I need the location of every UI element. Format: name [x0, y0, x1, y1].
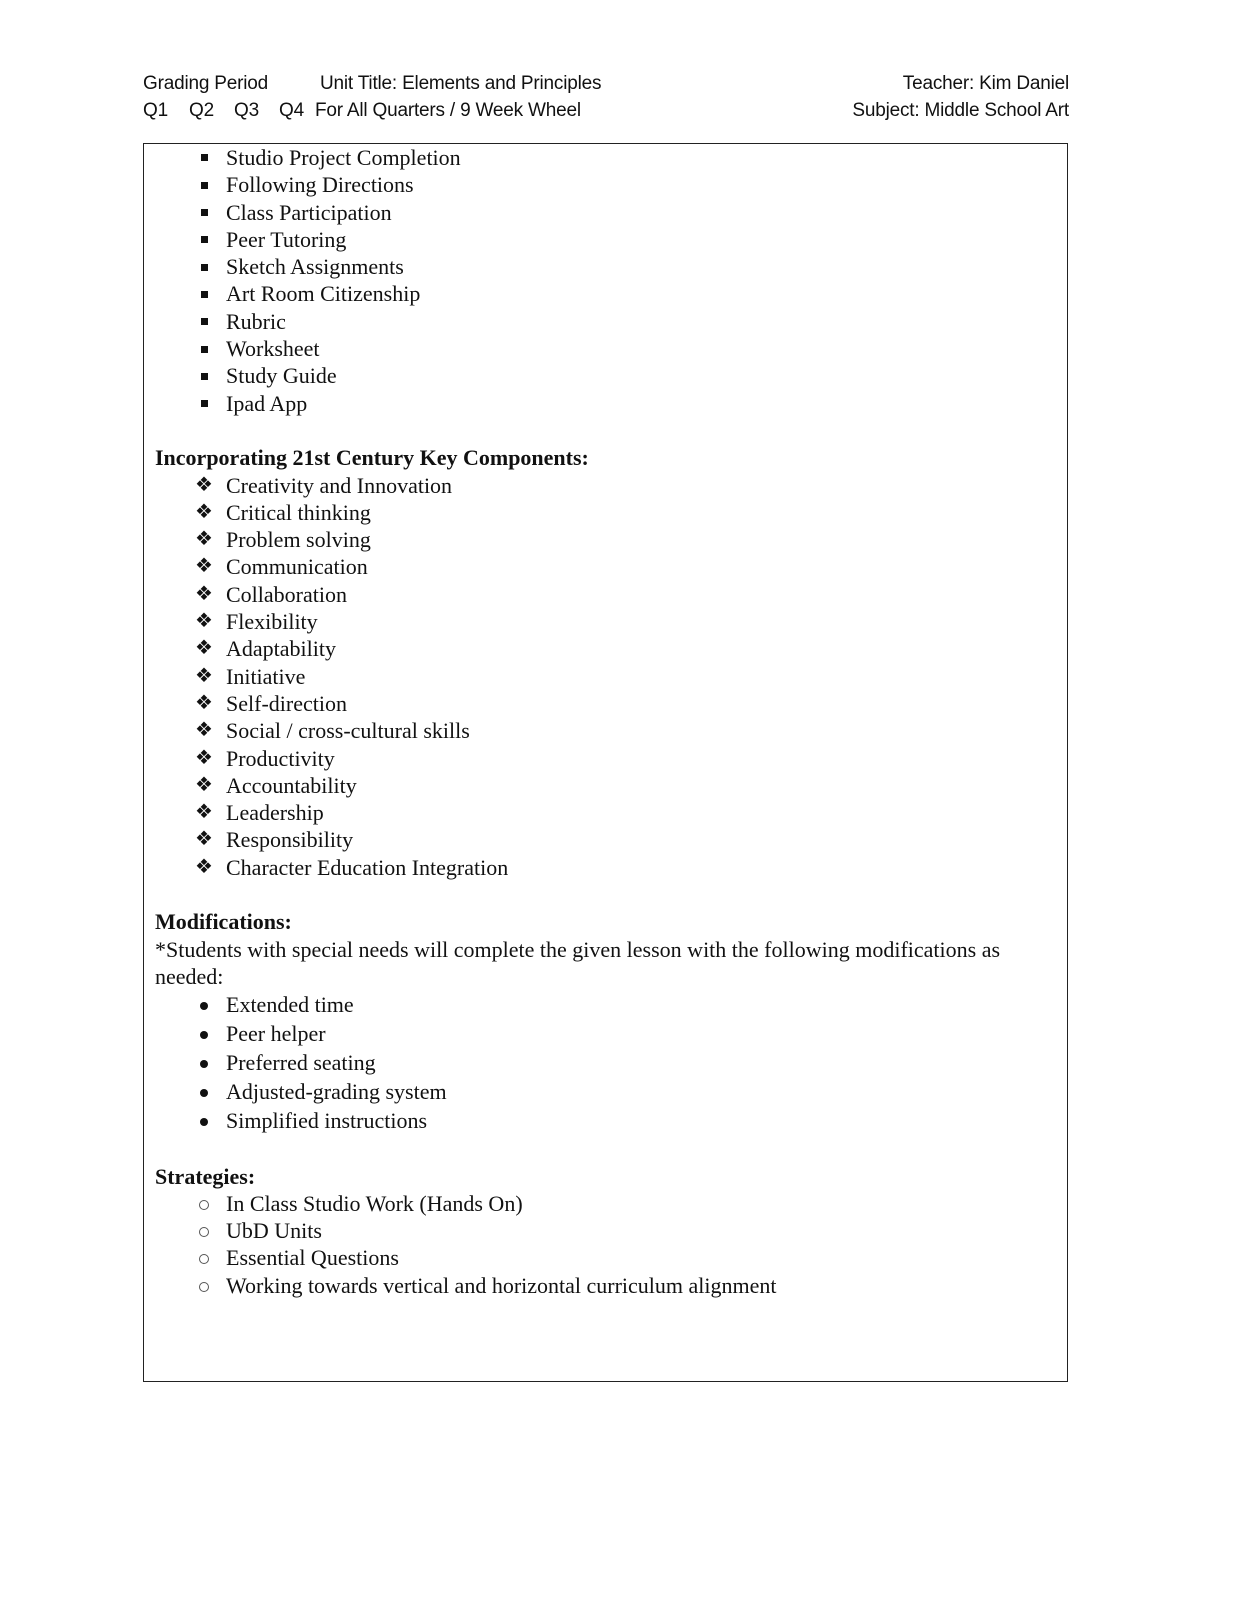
list-item	[155, 1019, 1047, 1048]
list-item-text: Rubric	[226, 308, 286, 334]
list-item-text: Study Guide	[226, 363, 337, 389]
list-item	[155, 1048, 1047, 1077]
list-item-text: Critical thinking	[226, 499, 371, 525]
list-item-text: Social / cross-cultural skills	[226, 718, 470, 744]
list-item	[155, 526, 1047, 553]
list-item-text: Peer Tutoring	[226, 226, 347, 252]
square-bullet-icon	[193, 199, 215, 226]
list-item	[155, 990, 1047, 1019]
grading-period-label: Grading Period	[143, 73, 268, 94]
list-item-text: Class Participation	[226, 199, 392, 225]
diamond-bullet-icon: ❖	[195, 582, 213, 605]
list-item-text: Collaboration	[226, 581, 347, 607]
strategies-list	[155, 1190, 1047, 1299]
list-item	[155, 1077, 1047, 1106]
list-item	[155, 308, 1047, 335]
list-item-text: Leadership	[226, 800, 324, 826]
quarter-q2: Q2	[189, 100, 214, 121]
diamond-bullet-icon: ❖	[195, 691, 213, 714]
quarter-q3: Q3	[234, 100, 259, 121]
square-bullet-icon	[193, 390, 215, 417]
square-bullet-icon	[193, 226, 215, 253]
list-item	[155, 826, 1047, 853]
list-item	[155, 1272, 1047, 1299]
list-item	[155, 854, 1047, 881]
diamond-bullet-icon: ❖	[195, 555, 213, 578]
list-item	[155, 635, 1047, 662]
dot-bullet-icon	[193, 1048, 215, 1077]
dot-bullet-icon	[193, 1077, 215, 1106]
list-item-text: Essential Questions	[226, 1245, 399, 1271]
list-item	[155, 362, 1047, 389]
content-box	[143, 143, 1068, 1382]
list-item	[155, 553, 1047, 580]
list-item-text: Peer helper	[226, 1021, 326, 1047]
list-item-text: Initiative	[226, 663, 306, 689]
list-item	[155, 1106, 1047, 1135]
modifications-list	[155, 990, 1047, 1135]
list-item-text: Adjusted-grading system	[226, 1079, 447, 1105]
list-item-text: Flexibility	[226, 609, 318, 635]
square-bullet-icon	[193, 335, 215, 362]
list-item-text: Working towards vertical and horizontal curriculum alignment	[226, 1272, 777, 1298]
diamond-bullet-icon: ❖	[195, 746, 213, 769]
list-item-text: Creativity and Innovation	[226, 472, 453, 498]
square-bullet-icon	[193, 171, 215, 198]
list-item	[155, 226, 1047, 253]
list-item	[155, 335, 1047, 362]
list-item	[155, 280, 1047, 307]
modifications-intro: *Students with special needs will complete the given lesson with the following modifications as needed:	[155, 936, 1001, 989]
diamond-bullet-icon: ❖	[195, 773, 213, 796]
components-list	[155, 472, 1047, 881]
list-item-text: Communication	[226, 554, 368, 580]
list-item-text: Worksheet	[226, 336, 320, 362]
circle-bullet-icon	[193, 1190, 215, 1217]
list-item-text: UbD Units	[226, 1218, 322, 1244]
list-item	[155, 171, 1047, 198]
diamond-bullet-icon: ❖	[195, 528, 213, 551]
square-bullet-icon	[193, 253, 215, 280]
circle-bullet-icon	[193, 1244, 215, 1271]
diamond-bullet-icon: ❖	[195, 473, 213, 496]
list-item-text: Productivity	[226, 745, 335, 771]
diamond-bullet-icon: ❖	[195, 664, 213, 687]
quarter-q4: Q4	[279, 100, 304, 121]
list-item-text: Character Education Integration	[226, 854, 509, 880]
list-item-text: Extended time	[226, 992, 354, 1018]
list-item-text: Responsibility	[226, 827, 354, 853]
list-item	[155, 472, 1047, 499]
list-item-text: Sketch Assignments	[226, 254, 404, 280]
diamond-bullet-icon: ❖	[195, 637, 213, 660]
square-bullet-icon	[193, 280, 215, 307]
square-bullet-icon	[193, 308, 215, 335]
list-item-text: Ipad App	[226, 390, 308, 416]
list-item-text: Accountability	[226, 772, 357, 798]
list-item-text: Problem solving	[226, 527, 371, 553]
list-item	[155, 1244, 1047, 1271]
diamond-bullet-icon: ❖	[195, 610, 213, 633]
modifications-heading: Modifications:	[155, 909, 292, 935]
list-item-text: In Class Studio Work (Hands On)	[226, 1190, 523, 1216]
list-item-text: Studio Project Completion	[226, 145, 461, 170]
subject: Subject: Middle School Art	[852, 100, 1069, 121]
diamond-bullet-icon: ❖	[195, 500, 213, 523]
circle-bullet-icon	[193, 1272, 215, 1299]
list-item	[155, 253, 1047, 280]
list-item-text: Self-direction	[226, 690, 347, 716]
diamond-bullet-icon: ❖	[195, 855, 213, 878]
square-bullet-icon	[193, 144, 215, 171]
components-heading: Incorporating 21st Century Key Components:	[155, 445, 589, 471]
list-item	[155, 772, 1047, 799]
list-item-text: Art Room Citizenship	[226, 281, 421, 307]
circle-bullet-icon	[193, 1217, 215, 1244]
list-item	[155, 745, 1047, 772]
list-item	[155, 499, 1047, 526]
dot-bullet-icon	[193, 1106, 215, 1135]
list-item	[155, 717, 1047, 744]
strategies-heading: Strategies:	[155, 1163, 256, 1189]
dot-bullet-icon	[193, 1019, 215, 1048]
wheel: For All Quarters / 9 Week Wheel	[315, 100, 581, 121]
list-item-text: Preferred seating	[226, 1050, 376, 1076]
diamond-bullet-icon: ❖	[195, 801, 213, 824]
diamond-bullet-icon: ❖	[195, 828, 213, 851]
list-item	[155, 799, 1047, 826]
list-item	[155, 663, 1047, 690]
list-item-text: Simplified instructions	[226, 1108, 428, 1134]
list-item	[155, 390, 1047, 417]
square-bullet-icon	[193, 362, 215, 389]
list-item	[155, 1217, 1047, 1244]
list-item	[155, 690, 1047, 717]
dot-bullet-icon	[193, 990, 215, 1019]
unit-title: Unit Title: Elements and Principles	[320, 73, 602, 94]
quarter-q1: Q1	[143, 100, 168, 121]
list-item	[155, 1190, 1047, 1217]
content	[155, 144, 1047, 1299]
teacher: Teacher: Kim Daniel	[902, 73, 1069, 94]
diamond-bullet-icon: ❖	[195, 719, 213, 742]
list-item-text: Adaptability	[226, 636, 336, 662]
list-item	[155, 144, 1047, 171]
list-item	[155, 608, 1047, 635]
list-item	[155, 199, 1047, 226]
list-item-text: Following Directions	[226, 172, 414, 198]
list-item	[155, 581, 1047, 608]
assessment-list	[155, 144, 1047, 417]
